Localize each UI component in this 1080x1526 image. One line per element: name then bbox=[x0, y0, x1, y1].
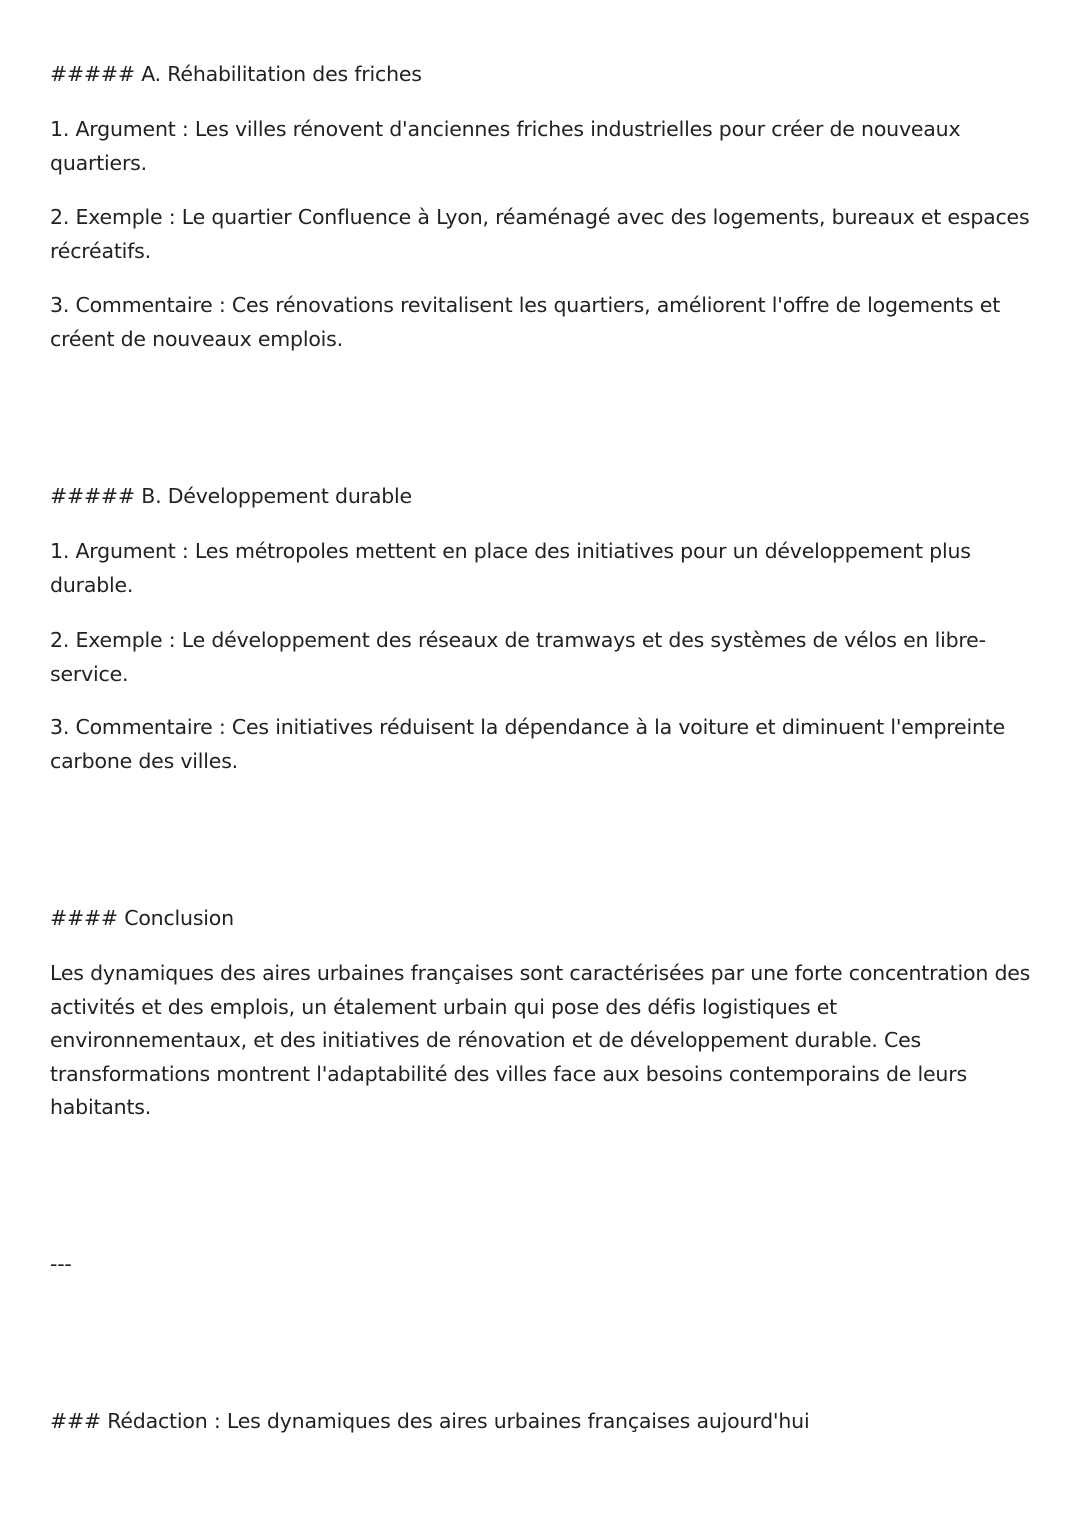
section-b-argument: 1. Argument : Les métropoles mettent en place des initiatives pour un développement plus durable. bbox=[50, 539, 971, 597]
section-a-example: 2. Exemple : Le quartier Confluence à Lyon, réaménagé avec des logements, bureaux et espaces récréatifs. bbox=[50, 205, 1030, 263]
conclusion-text: Les dynamiques des aires urbaines françaises sont caractérisées par une forte concentration des activités et des emplois, un étalement urbain qui pose des défis logistiques et environnementaux, et des initiatives de rénovation et de développement durable. Ces transformations montrent l'adaptabilité des villes face aux besoins contemporains de leurs habitants. bbox=[50, 961, 1031, 1119]
redaction-heading: ### Rédaction : Les dynamiques des aires urbaines françaises aujourd'hui bbox=[50, 1409, 810, 1433]
conclusion-heading: #### Conclusion bbox=[50, 906, 234, 930]
separator: --- bbox=[50, 1252, 72, 1276]
section-a-argument: 1. Argument : Les villes rénovent d'anciennes friches industrielles pour créer de nouveaux quartiers. bbox=[50, 117, 961, 175]
section-a-heading: ##### A. Réhabilitation des friches bbox=[50, 62, 422, 86]
section-a-comment: 3. Commentaire : Ces rénovations revitalisent les quartiers, améliorent l'offre de logements et créent de nouveaux emplois. bbox=[50, 293, 1001, 351]
section-b-comment: 3. Commentaire : Ces initiatives réduisent la dépendance à la voiture et diminuent l'empreinte carbone des villes. bbox=[50, 715, 1005, 773]
section-b-example: 2. Exemple : Le développement des réseaux de tramways et des systèmes de vélos en libre-service. bbox=[50, 628, 986, 686]
section-b-heading: ##### B. Développement durable bbox=[50, 484, 412, 508]
